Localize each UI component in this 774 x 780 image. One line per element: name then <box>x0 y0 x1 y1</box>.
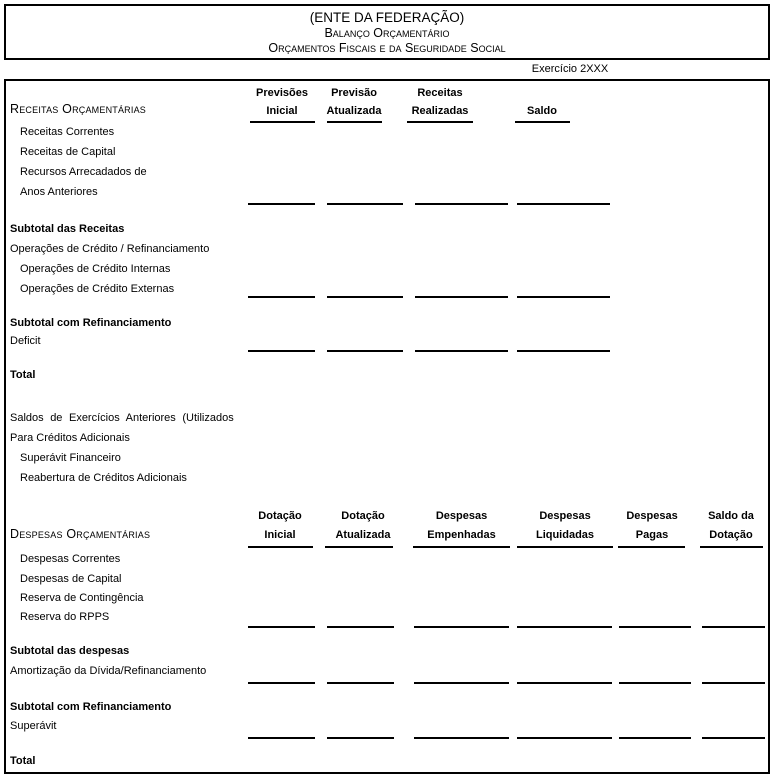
blank-field-line <box>415 203 508 205</box>
blank-field-line <box>248 626 315 628</box>
row-receitas-correntes: Receitas Correntes <box>20 126 115 138</box>
expenses-col6-header-line2: Dotação <box>709 529 753 541</box>
row-subtotal-das-despesas: Subtotal das despesas <box>10 645 130 657</box>
report-title: Balanço Orçamentário <box>324 26 450 40</box>
blank-field-line <box>415 350 508 352</box>
row-reserva-do-rpps: Reserva do RPPS <box>20 611 110 623</box>
blank-field-line <box>248 203 315 205</box>
report-subtitle: Orçamentos Fiscais e da Seguridade Social <box>268 41 506 55</box>
blank-field-line <box>619 682 691 684</box>
blank-field-line <box>414 682 509 684</box>
blank-field-line <box>327 121 382 123</box>
blank-field-line <box>327 737 394 739</box>
revenues-col2-header-line1: Previsão <box>331 87 377 99</box>
row-subtotal-com-refinanciamento-despesas: Subtotal com Refinanciamento <box>10 701 172 713</box>
blank-field-line <box>517 296 610 298</box>
expenses-col1-header-line1: Dotação <box>258 510 302 522</box>
row-saldos-exercicios-anteriores-line2: Para Créditos Adicionais <box>10 432 130 444</box>
row-despesas-correntes: Despesas Correntes <box>20 553 121 565</box>
blank-field-line <box>619 626 691 628</box>
row-total-receitas: Total <box>10 369 36 381</box>
blank-field-line <box>327 203 403 205</box>
blank-field-line <box>248 546 313 548</box>
expenses-col3-header-line1: Despesas <box>435 510 488 522</box>
blank-field-line <box>517 737 612 739</box>
blank-field-line <box>413 546 510 548</box>
blank-field-line <box>702 682 765 684</box>
row-reabertura-creditos-adicionais: Reabertura de Créditos Adicionais <box>20 472 187 484</box>
blank-field-line <box>414 737 509 739</box>
blank-field-line <box>407 121 473 123</box>
row-superavit: Superávit <box>10 720 57 732</box>
blank-field-line <box>702 626 765 628</box>
row-total-despesas: Total <box>10 755 36 767</box>
row-amortizacao-divida-refinanciamento: Amortização da Dívida/Refinanciamento <box>10 665 207 677</box>
blank-field-line <box>248 296 315 298</box>
blank-field-line <box>517 350 610 352</box>
row-superavit-financeiro: Superávit Financeiro <box>20 452 121 464</box>
expenses-col2-header-line1: Dotação <box>341 510 385 522</box>
revenues-col2-header-line2: Atualizada <box>326 105 382 117</box>
row-operacoes-credito-externas: Operações de Crédito Externas <box>20 283 175 295</box>
blank-field-line <box>327 626 394 628</box>
expenses-col3-header-line2: Empenhadas <box>427 529 496 541</box>
revenues-section-title: Receitas Orçamentárias <box>10 102 146 116</box>
row-saldos-exercicios-anteriores-line1: Saldos de Exercícios Anteriores (Utilizados <box>10 412 234 424</box>
row-operacoes-credito-refinanciamento: Operações de Crédito / Refinanciamento <box>10 243 210 255</box>
blank-field-line <box>248 682 315 684</box>
expenses-col2-header-line2: Atualizada <box>335 529 391 541</box>
blank-field-line <box>415 296 508 298</box>
blank-field-line <box>618 546 685 548</box>
revenues-col3-header-line1: Receitas <box>417 87 463 99</box>
row-recursos-arrecadados: Recursos Arrecadados de <box>20 166 147 178</box>
blank-field-line <box>517 203 610 205</box>
blank-field-line <box>515 121 570 123</box>
expenses-col4-header-line2: Liquidadas <box>535 529 595 541</box>
form-header-box <box>4 4 770 60</box>
row-despesas-de-capital: Despesas de Capital <box>20 573 122 585</box>
federation-entity-title: (ENTE DA FEDERAÇÃO) <box>309 10 465 25</box>
expenses-col5-header-line1: Despesas <box>626 510 678 522</box>
blank-field-line <box>700 546 763 548</box>
blank-field-line <box>414 626 509 628</box>
expenses-col5-header-line2: Pagas <box>635 529 669 541</box>
revenues-col3-header-line2: Realizadas <box>411 105 469 117</box>
row-operacoes-credito-internas: Operações de Crédito Internas <box>20 263 171 275</box>
row-subtotal-das-receitas: Subtotal das Receitas <box>10 223 125 235</box>
blank-field-line <box>619 737 691 739</box>
row-subtotal-com-refinanciamento-receitas: Subtotal com Refinanciamento <box>10 317 172 329</box>
row-reserva-de-contingencia: Reserva de Contingência <box>20 592 144 604</box>
revenues-col1-header-line1: Previsões <box>256 87 308 99</box>
blank-field-line <box>248 737 315 739</box>
blank-field-line <box>327 350 403 352</box>
expenses-col4-header-line1: Despesas <box>539 510 591 522</box>
blank-field-line <box>250 121 315 123</box>
blank-field-line <box>248 350 315 352</box>
blank-field-line <box>327 296 403 298</box>
blank-field-line <box>327 682 394 684</box>
blank-field-line <box>517 682 612 684</box>
blank-field-line <box>517 546 613 548</box>
expenses-col1-header-line2: Inicial <box>264 529 296 541</box>
expenses-section-title: Despesas Orçamentárias <box>10 527 151 541</box>
revenues-col4-header-line2: Saldo <box>527 105 557 117</box>
expenses-col6-header-line1: Saldo da <box>708 510 754 522</box>
row-anos-anteriores: Anos Anteriores <box>20 186 98 198</box>
revenues-col1-header-line2: Inicial <box>266 105 298 117</box>
blank-field-line <box>702 737 765 739</box>
blank-field-line <box>325 546 393 548</box>
blank-field-line <box>517 626 612 628</box>
row-deficit: Deficit <box>10 335 41 347</box>
exercise-year-label: Exercício 2XXX <box>531 63 609 75</box>
row-receitas-de-capital: Receitas de Capital <box>20 146 116 158</box>
